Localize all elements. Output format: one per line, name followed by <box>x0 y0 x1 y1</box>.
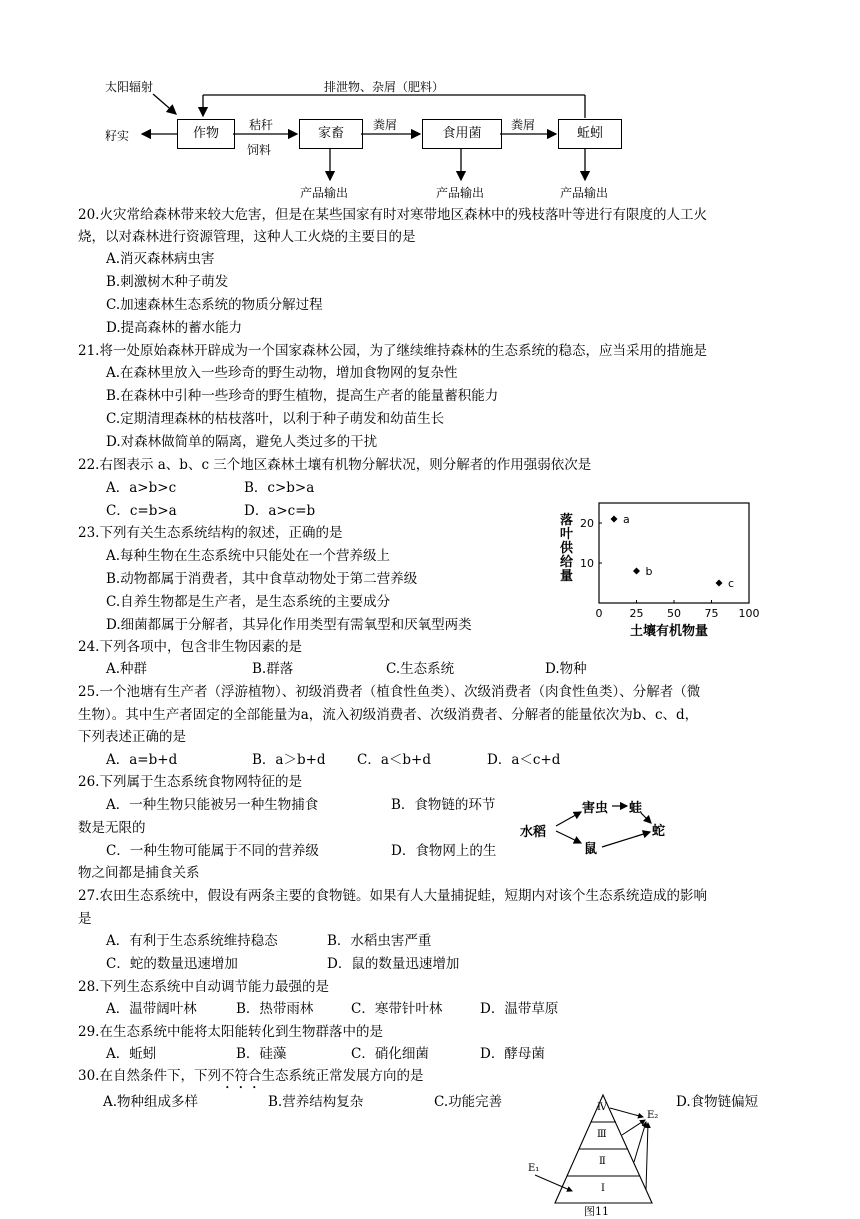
q28-option-a: A．温带阔叶林 <box>106 1001 197 1017</box>
data-point-label-c: c <box>728 577 735 590</box>
q20-option-b: B.刺激树木种子萌发 <box>106 274 229 290</box>
q23-stem: 23.下列有关生态系统结构的叙述，正确的是 <box>78 525 343 541</box>
livestock-box: 家畜 <box>299 119 363 149</box>
data-point-label-a: a <box>623 513 630 526</box>
q22-option-a: A．a>b>c <box>106 480 177 496</box>
dung-label-1: 粪屑 <box>373 118 398 132</box>
q27-option-d: D．鼠的数量迅速增加 <box>327 956 460 972</box>
q23-option-c: C.自养生物都是生产者，是生态系统的主要成分 <box>106 594 391 610</box>
q21-option-b: B.在森林中引种一些珍奇的野生植物，提高生产者的能量蓄积能力 <box>106 388 499 404</box>
feed-label: 饲料 <box>247 143 272 157</box>
q30-option-b: B.营养结构复杂 <box>268 1094 364 1110</box>
figure-11-caption: 图11 <box>584 1205 609 1218</box>
q21-option-a: A.在森林里放入一些珍奇的野生动物，增加食物网的复杂性 <box>106 365 458 381</box>
q20-option-d: D.提高森林的蓄水能力 <box>106 320 243 336</box>
x-tick-label: 25 <box>629 607 644 620</box>
q30-option-d: D.食物链偏短 <box>676 1094 759 1110</box>
q25-option-c: C．a＜b+d <box>357 752 431 768</box>
q26-option-c: C．一种生物可能属于不同的营养级 <box>106 843 319 859</box>
seed-label: 籽实 <box>105 129 130 143</box>
q30-stem-emphasis: 不符合 <box>220 1068 262 1084</box>
q25-option-a: A．a=b+d <box>106 752 178 768</box>
straw-label: 秸秆 <box>249 118 274 132</box>
q27-option-c: C．蛇的数量迅速增加 <box>106 956 238 972</box>
q30-stem-post: 生态系统正常发展方向的是 <box>261 1068 424 1084</box>
pyramid-e2-label: E₂ <box>647 1110 659 1121</box>
q20-stem-2: 烧，以对森林进行资源管理，这种人工火烧的主要目的是 <box>78 229 416 245</box>
q27-option-b: B．水稻虫害严重 <box>327 933 432 949</box>
waste-label: 排泄物、杂屑（肥料） <box>324 80 445 94</box>
q30-option-c: C.功能完善 <box>434 1094 503 1110</box>
q23-option-b: B.动物都属于消费者，其中食草动物处于第二营养级 <box>106 571 418 587</box>
q25-stem-1: 25.一个池塘有生产者（浮游植物）、初级消费者（植食性鱼类）、次级消费者（肉食性鱼类）、分解者（微 <box>78 684 701 700</box>
foodweb-pest: 害虫 <box>582 801 609 816</box>
crop-box: 作物 <box>177 119 235 149</box>
q29-option-c: C．硝化细菌 <box>351 1046 429 1062</box>
q20-option-c: C.加速森林生态系统的物质分解过程 <box>106 297 323 313</box>
q30-option-a: A.物种组成多样 <box>103 1094 199 1110</box>
q21-stem: 21.将一处原始森林开辟成为一个国家森林公园，为了继续维持森林的生态系统的稳态，应当采用的措施是 <box>78 343 707 359</box>
output-label-2: 产品输出 <box>436 186 485 200</box>
pyramid-level-2: Ⅱ <box>599 1156 606 1167</box>
q25-option-d: D．a＜c+d <box>487 752 561 768</box>
foodweb-snake: 蛇 <box>652 824 666 839</box>
fungus-box: 食用菌 <box>422 119 502 149</box>
q22-stem: 22.右图表示 a、b、c 三个地区森林土壤有机物分解状况，则分解者的作用强弱依次是 <box>78 457 592 473</box>
q20-stem-1: 20.火灾常给森林带来较大危害，但是在某些国家有时对寒带地区森林中的残枝落叶等进行有限度的人工火 <box>78 207 707 223</box>
q29-option-b: B．硅藻 <box>236 1046 287 1062</box>
q24-stem: 24.下列各项中，包含非生物因素的是 <box>78 639 302 655</box>
dung-label-2: 粪屑 <box>511 118 536 132</box>
earthworm-box: 蚯蚓 <box>558 119 622 149</box>
x-tick-label: 100 <box>738 607 760 620</box>
q26-stem: 26.下列属于生态系统食物网特征的是 <box>78 774 302 790</box>
output-label-1: 产品输出 <box>300 186 349 200</box>
q23-option-d: D.细菌都属于分解者，其异化作用类型有需氧型和厌氧型两类 <box>106 617 472 633</box>
q22-option-d: D．a>c=b <box>244 503 316 519</box>
q24-option-a: A.种群 <box>106 661 148 677</box>
q22-option-c: C．c=b>a <box>106 503 177 519</box>
pyramid-level-3: Ⅲ <box>597 1129 607 1140</box>
q25-stem-3: 下列表述正确的是 <box>78 729 186 745</box>
q25-stem-2: 生物）。其中生产者固定的全部能量为a，流入初级消费者、次级消费者、分解者的能量依次为b、c、d， <box>78 707 699 723</box>
q28-option-c: C．寒带针叶林 <box>351 1001 443 1017</box>
q20-option-a: A.消灭森林病虫害 <box>106 251 215 267</box>
q24-option-c: C.生态系统 <box>386 661 455 677</box>
x-tick-label: 0 <box>595 607 603 620</box>
x-tick-label: 75 <box>704 607 719 620</box>
sun-label: 太阳辐射 <box>105 80 154 94</box>
chart-y-label: 落叶供给量 <box>560 513 574 584</box>
q28-option-d: D．温带草原 <box>480 1001 559 1017</box>
q29-option-d: D．酵母菌 <box>480 1046 545 1062</box>
foodweb-frog: 蛙 <box>629 801 643 816</box>
q27-option-a: A．有利于生态系统维持稳态 <box>106 933 278 949</box>
pyramid-level-4: Ⅳ <box>597 1102 607 1113</box>
q24-option-b: B.群落 <box>252 661 294 677</box>
q25-option-b: B．a＞b+d <box>252 752 326 768</box>
foodweb-rice: 水稻 <box>520 825 547 840</box>
y-tick-label: 10 <box>580 557 594 570</box>
foodweb-mouse: 鼠 <box>584 842 598 857</box>
data-point-label-b: b <box>645 565 653 578</box>
output-label-3: 产品输出 <box>560 186 609 200</box>
y-tick-label: 20 <box>580 517 594 530</box>
pyramid-level-1: Ⅰ <box>601 1183 605 1194</box>
q29-option-a: A．蚯蚓 <box>106 1046 157 1062</box>
q28-option-b: B．热带雨林 <box>236 1001 314 1017</box>
q27-stem-1: 27.农田生态系统中，假设有两条主要的食物链。如果有人大量捕捉蛙，短期内对该个生态系统造成的影响 <box>78 888 707 904</box>
q21-option-c: C.定期清理森林的枯枝落叶，以利于种子萌发和幼苗生长 <box>106 411 445 427</box>
q24-option-d: D.物种 <box>545 661 587 677</box>
chart-x-label: 土壤有机物量 <box>630 624 709 639</box>
q26-option-d: D．食物网上的生 <box>391 843 497 859</box>
q26-option-a: A．一种生物只能被另一种生物捕食 <box>106 797 319 813</box>
q29-stem: 29.在生态系统中能将太阳能转化到生物群落中的是 <box>78 1024 383 1040</box>
q26-option-d-cont: 物之间都是捕食关系 <box>78 865 200 881</box>
q21-option-d: D.对森林做简单的隔离，避免人类过多的干扰 <box>106 434 378 450</box>
q26-option-b: B．食物链的环节 <box>391 797 496 813</box>
x-tick-label: 50 <box>667 607 681 620</box>
q28-stem: 28.下列生态系统中自动调节能力最强的是 <box>78 979 329 995</box>
q23-option-a: A.每种生物在生态系统中只能处在一个营养级上 <box>106 548 391 564</box>
q30-stem-pre: 30.在自然条件下，下列 <box>78 1068 221 1084</box>
q26-option-b-cont: 数是无限的 <box>78 820 146 836</box>
q27-stem-2: 是 <box>78 911 92 927</box>
q22-option-b: B．c>b>a <box>244 480 315 496</box>
pyramid-e1-label: E₁ <box>528 1163 540 1174</box>
